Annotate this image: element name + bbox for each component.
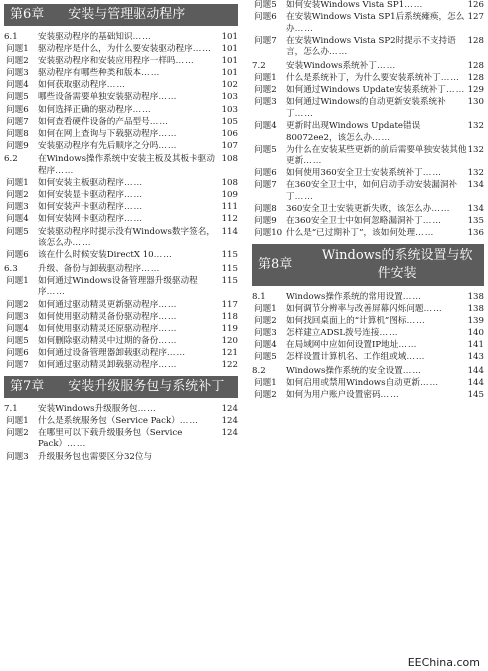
entry-number: 问题1 — [6, 415, 29, 426]
page-number: 109 — [221, 190, 238, 201]
entry-number: 问题2 — [6, 56, 29, 67]
question-entry: 问题1 144 如何启用或禁用Windows自动更新…… — [254, 378, 484, 389]
entry-number: 问题10 — [254, 228, 283, 239]
page-number: 101 — [221, 32, 238, 42]
entry-title: 如何通过驱动精灵更新驱动程序 — [38, 299, 159, 310]
entry-title: 如何通过Windows设备管理器升级驱动程序 — [38, 275, 198, 298]
question-entry: 问题2 145 如何为用户账户设置密码…… — [254, 390, 484, 401]
entry-number: 问题1 — [254, 378, 277, 389]
page-number: 145 — [467, 390, 484, 401]
page-number: 126 — [467, 0, 484, 10]
question-entry: 问题6 103 如何选择正确的驱动程序…… — [6, 104, 238, 115]
entry-number: 问题3 — [254, 97, 277, 108]
page-number: 144 — [467, 378, 484, 389]
page-number: 106 — [221, 128, 238, 139]
page-number: 140 — [467, 328, 484, 339]
page-number: 112 — [221, 214, 238, 225]
entry-number: 问题8 — [254, 204, 277, 215]
page-number: 115 — [221, 250, 238, 261]
question-entry: 问题1 124 什么是系统服务包（Service Pack）…… — [6, 415, 238, 426]
entry-title: 驱动程序是什么，为什么要安装驱动程序 — [38, 44, 193, 55]
toc-left-column — [4, 0, 238, 464]
entry-number: 问题1 — [6, 275, 29, 286]
entry-number: 问题4 — [6, 214, 29, 225]
question-entry: 问题5 132 为什么在安装某些更新的前后需要单独安装其他更新…… — [254, 144, 484, 167]
page-number: 101 — [221, 56, 238, 67]
page-number: 124 — [221, 427, 238, 438]
entry-title: 怎样设置计算机名、工作组或域 — [286, 352, 407, 363]
page-number: 128 — [467, 73, 484, 84]
entry-number: 问题3 — [6, 202, 29, 213]
page-number: 134 — [467, 204, 484, 215]
question-entry: 问题5 126 如何安装Windows Vista SP1…… — [254, 0, 484, 10]
section-entry: 8.1 138 Windows操作系统的常用设置…… — [252, 291, 484, 302]
entry-title: 怎样建立ADSL拨号连接 — [286, 328, 380, 339]
entry-title: 安装Windows升级服务包 — [38, 403, 138, 414]
entry-title: 什么是“已过期补丁”，该如何处理 — [286, 228, 416, 239]
entry-number: 问题7 — [6, 360, 29, 371]
section-entry: 6.3 115 升级、备份与卸载驱动程序…… — [4, 263, 238, 274]
entry-number: 问题5 — [6, 226, 29, 237]
section-entry: 6.2 108 在Windows操作系统中安装主板及其板卡驱动程序…… — [4, 154, 238, 177]
question-entry: 问题7 105 如何查看硬件设备的产品型号…… — [6, 116, 238, 127]
entry-number: 问题3 — [6, 68, 29, 79]
entry-title: 如何使用驱动精灵还原驱动程序 — [38, 323, 159, 334]
question-entry — [4, 452, 238, 464]
page-number: 102 — [221, 80, 238, 91]
question-entry: 问题5 120 如何删除驱动精灵中过期的备份…… — [6, 335, 238, 346]
question-entry: 问题1 101 驱动程序是什么，为什么要安装驱动程序…… — [6, 44, 238, 55]
entry-title: 如何在网上查询与下载驱动程序 — [38, 128, 159, 139]
page-number: 134 — [467, 180, 484, 191]
entry-title: 360安全卫士安装更新失败，该怎么办 — [286, 204, 432, 215]
question-entry: 问题5 114 安装驱动程序时提示没有Windows数字签名，该怎么办…… — [6, 226, 238, 249]
question-entry: 问题2 129 如何通过Windows Update安装系统补丁…… — [254, 85, 484, 96]
entry-number: 问题6 — [6, 104, 29, 115]
entry-number: 问题1 — [6, 44, 29, 55]
question-entry: 问题1 108 如何安装主板驱动程序…… — [6, 178, 238, 189]
chapter-title: 安装与管理驱动程序 — [68, 7, 186, 22]
question-entry: 问题4 141 在局域网中应如何设置IP地址…… — [254, 340, 484, 351]
question-entry: 问题9 107 安装驱动程序有先后顺序之分吗…… — [6, 140, 238, 151]
question-entry: 问题3 140 怎样建立ADSL拨号连接…… — [254, 328, 484, 339]
entry-title: 如何调节分辨率与改善屏幕闪烁问题 — [286, 303, 424, 314]
page-number: 138 — [467, 303, 484, 314]
entry-title: 如何查看硬件设备的产品型号 — [38, 116, 150, 127]
entry-number: 问题4 — [6, 80, 29, 91]
chapter-heading — [4, 4, 238, 26]
page-number: 124 — [221, 403, 238, 414]
entry-number: 问题4 — [6, 323, 29, 334]
entry-number: 问题5 — [254, 352, 277, 363]
page-number: 115 — [221, 275, 238, 286]
question-entry: 问题1 128 什么是系统补丁，为什么要安装系统补丁…… — [254, 73, 484, 84]
entry-number: 问题2 — [6, 427, 29, 438]
question-entry: 问题5 143 怎样设置计算机名、工作组或域…… — [254, 352, 484, 363]
entry-title: 如何删除驱动精灵中过期的备份 — [38, 335, 159, 346]
page-number: 111 — [221, 202, 238, 213]
chapter-heading — [252, 244, 484, 286]
entry-title: 在局域网中应如何设置IP地址 — [286, 340, 399, 351]
chapter-number: 第6章 — [10, 7, 45, 22]
toc-right-column — [252, 0, 484, 402]
entry-number: 6.3 — [4, 263, 18, 274]
entry-title: 如何通过Windows Update安装系统补丁 — [286, 85, 446, 96]
page-number: 129 — [467, 85, 484, 96]
entry-title: 安装驱动程序和安装应用程序一样吗 — [38, 56, 176, 67]
entry-number: 问题8 — [6, 128, 29, 139]
entry-title: 在安装Windows Vista SP1后系统瘫痪，怎么办 — [286, 12, 465, 34]
entry-title: 如何安装显卡驱动程序 — [38, 190, 124, 201]
section-entry: 7.1 124 安装Windows升级服务包…… — [4, 403, 238, 414]
question-entry: 问题3 118 如何使用驱动精灵备份驱动程序…… — [6, 311, 238, 322]
entry-title: 在360安全卫士中如何忽略漏洞补丁 — [286, 216, 423, 227]
entry-number: 问题9 — [6, 140, 29, 151]
page-number: 132 — [467, 120, 484, 131]
chapter-heading — [4, 376, 238, 398]
question-entry: 问题8 106 如何在网上查询与下载驱动程序…… — [6, 128, 238, 139]
entry-title: 如何安装主板驱动程序 — [38, 178, 124, 189]
entry-title: 安装驱动程序时提示没有Windows数字签名，该怎么办 — [38, 226, 215, 249]
entry-number: 问题2 — [254, 85, 277, 96]
page-number: 103 — [221, 104, 238, 115]
section-entry: 8.2 144 Windows操作系统的安全设置…… — [252, 365, 484, 376]
question-entry: 问题3 111 如何安装声卡驱动程序…… — [6, 202, 238, 213]
entry-number: 问题9 — [254, 216, 277, 227]
entry-number: 问题7 — [6, 116, 29, 127]
entry-number: 8.2 — [252, 365, 266, 376]
question-entry: 问题6 121 如何通过设备管理器卸载驱动程序…… — [6, 347, 238, 358]
question-entry: 问题7 122 如何通过驱动精灵卸载驱动程序…… — [6, 360, 238, 371]
entry-number: 问题5 — [6, 92, 29, 103]
entry-title: 什么是系统服务包（Service Pack） — [38, 415, 180, 426]
entry-title: 驱动程序有哪些种类和版本 — [38, 68, 142, 79]
entry-number: 问题6 — [254, 168, 277, 179]
page-number: 117 — [221, 299, 238, 310]
entry-title: 如何通过驱动精灵卸载驱动程序 — [38, 360, 159, 371]
entry-title: 如何使用驱动精灵备份驱动程序 — [38, 311, 159, 322]
section-entry: 7.2 128 安装Windows系统补丁…… — [252, 60, 484, 71]
entry-number: 问题1 — [254, 303, 277, 314]
entry-title: 在哪里可以下载升级服务包（Service Pack） — [38, 427, 183, 450]
entry-number: 6.2 — [4, 154, 18, 165]
section-entry: 6.1 101 安装驱动程序的基础知识…… — [4, 32, 238, 42]
page-number: 119 — [221, 323, 238, 334]
entry-number: 问题6 — [254, 12, 277, 23]
entry-number: 问题3 — [6, 451, 29, 462]
watermark: EEChina.com — [407, 656, 480, 669]
page-number: 132 — [467, 168, 484, 179]
question-entry: 问题2 117 如何通过驱动精灵更新驱动程序…… — [6, 299, 238, 310]
entry-number: 问题6 — [6, 250, 29, 261]
entry-title: 在360安全卫士中，如何启动手动安装漏洞补丁 — [286, 180, 458, 202]
page-number: 108 — [221, 154, 238, 165]
question-entry: 问题6 127 在安装Windows Vista SP1后系统瘫痪，怎么办…… — [254, 12, 484, 34]
question-entry: 问题4 119 如何使用驱动精灵还原驱动程序…… — [6, 323, 238, 334]
question-entry: 问题4 112 如何安装网卡驱动程序…… — [6, 214, 238, 225]
page-number: 144 — [467, 365, 484, 376]
page-number: 103 — [221, 92, 238, 103]
entry-title: 如何选择正确的驱动程序 — [38, 104, 133, 115]
question-entry: 问题9 135 在360安全卫士中如何忽略漏洞补丁…… — [254, 216, 484, 227]
page-number: 105 — [221, 116, 238, 127]
question-entry: 问题2 124 在哪里可以下载升级服务包（Service Pack）…… — [6, 427, 238, 450]
entry-title: 安装驱动程序的基础知识 — [38, 32, 133, 42]
entry-number: 问题4 — [254, 340, 277, 351]
entry-number: 6.1 — [4, 32, 18, 42]
entry-number: 问题7 — [254, 35, 277, 46]
page-number: 118 — [221, 311, 238, 322]
question-entry: 问题5 103 哪些设备需要单独安装驱动程序…… — [6, 92, 238, 103]
entry-title: 在安装Windows Vista SP2时提示不支持语言，怎么办 — [286, 35, 456, 58]
question-entry: 问题2 109 如何安装显卡驱动程序…… — [6, 190, 238, 201]
question-entry: 问题3 101 驱动程序有哪些种类和版本…… — [6, 68, 238, 79]
page-number: 122 — [221, 360, 238, 371]
question-entry: 问题6 115 该在什么时候安装DirectX 10…… — [6, 250, 238, 261]
question-entry: 问题2 101 安装驱动程序和安装应用程序一样吗…… — [6, 56, 238, 67]
page-number: 124 — [221, 415, 238, 426]
chapter-number: 第7章 — [10, 378, 45, 394]
entry-number: 问题2 — [254, 316, 277, 327]
chapter-title: 安装升级服务包与系统补丁 — [68, 378, 225, 394]
entry-number: 问题7 — [254, 180, 277, 191]
entry-title: 该在什么时候安装DirectX 10 — [38, 250, 154, 261]
entry-title: 更新时出现Windows Update错误80072ee2，该怎么办 — [286, 120, 421, 143]
question-entry: 问题10 136 什么是“已过期补丁”，该如何处理…… — [254, 228, 484, 239]
page-number: 139 — [467, 316, 484, 327]
entry-title: 安装Windows系统补丁 — [286, 60, 377, 71]
entry-number: 问题1 — [254, 73, 277, 84]
entry-title: 如何通过设备管理器卸载驱动程序 — [38, 347, 167, 358]
page-number: 114 — [221, 226, 238, 237]
entry-number: 7.2 — [252, 60, 266, 71]
entry-number: 问题2 — [6, 190, 29, 201]
chapter-title: Windows的系统设置与软件安装 — [321, 247, 473, 281]
entry-title: 如何找回桌面上的“计算机”图标 — [286, 316, 407, 327]
page-number: 121 — [221, 347, 238, 358]
page-number: 141 — [467, 340, 484, 351]
page-number: 115 — [221, 263, 238, 274]
page-number: 101 — [221, 68, 238, 79]
entry-number: 问题3 — [254, 328, 277, 339]
page-number: 120 — [221, 335, 238, 346]
question-entry: 问题8 134 360安全卫士安装更新失败，该怎么办…… — [254, 204, 484, 215]
entry-number: 问题6 — [6, 347, 29, 358]
entry-title: 哪些设备需要单独安装驱动程序 — [38, 92, 159, 103]
page-number: 128 — [467, 35, 484, 46]
entry-number: 问题4 — [254, 120, 277, 131]
entry-title: Windows操作系统的安全设置 — [286, 365, 403, 376]
entry-title: 在Windows操作系统中安装主板及其板卡驱动程序 — [38, 154, 215, 177]
question-entry: 问题4 102 如何获取驱动程序…… — [6, 80, 238, 91]
entry-title: 安装驱动程序有先后顺序之分吗 — [38, 140, 159, 151]
page-number: 138 — [467, 291, 484, 302]
entry-title: 如何获取驱动程序 — [38, 80, 107, 91]
entry-title: 如何安装Windows Vista SP1 — [286, 0, 405, 10]
entry-number: 问题5 — [254, 144, 277, 155]
question-entry: 问题3 130 如何通过Windows的自动更新安装系统补丁…… — [254, 97, 484, 119]
entry-title: 升级服务包也需要区分32位与 — [38, 451, 153, 462]
entry-title: Windows操作系统的常用设置 — [286, 291, 403, 302]
entry-number: 问题1 — [6, 178, 29, 189]
page-number: 101 — [221, 44, 238, 55]
question-entry: 问题2 139 如何找回桌面上的“计算机”图标…… — [254, 316, 484, 327]
entry-number: 8.1 — [252, 291, 266, 302]
page-number: 108 — [221, 178, 238, 189]
page-number: 127 — [467, 12, 484, 23]
entry-number: 问题3 — [6, 311, 29, 322]
page-number: 132 — [467, 144, 484, 155]
question-entry: 问题7 128 在安装Windows Vista SP2时提示不支持语言，怎么办…… — [254, 35, 484, 58]
question-entry: 问题1 138 如何调节分辨率与改善屏幕闪烁问题…… — [254, 303, 484, 314]
entry-title: 如何安装声卡驱动程序 — [38, 202, 124, 213]
chapter-number: 第8章 — [258, 256, 293, 272]
entry-number: 问题5 — [6, 335, 29, 346]
page-number: 128 — [467, 60, 484, 71]
question-entry: 问题1 115 如何通过Windows设备管理器升级驱动程序…… — [6, 275, 238, 298]
page-number: 130 — [467, 97, 484, 108]
entry-number: 7.1 — [4, 403, 18, 414]
page-number: 143 — [467, 352, 484, 363]
entry-number: 问题2 — [6, 299, 29, 310]
question-entry: 问题6 132 如何使用360安全卫士安装系统补丁…… — [254, 168, 484, 179]
entry-number: 问题2 — [254, 390, 277, 401]
page-number: 135 — [467, 216, 484, 227]
entry-title: 如何安装网卡驱动程序 — [38, 214, 124, 225]
entry-number: 问题5 — [254, 0, 277, 10]
page-number: 136 — [467, 228, 484, 239]
entry-title: 升级、备份与卸载驱动程序 — [38, 263, 142, 274]
entry-title: 如何为用户账户设置密码 — [286, 390, 381, 401]
entry-title: 什么是系统补丁，为什么要安装系统补丁 — [286, 73, 441, 84]
entry-title: 为什么在安装某些更新的前后需要单独安装其他更新 — [286, 144, 467, 167]
page-number: 107 — [221, 140, 238, 151]
question-entry: 问题4 132 更新时出现Windows Update错误80072ee2，该怎么办…… — [254, 120, 484, 143]
entry-title: 如何启用或禁用Windows自动更新 — [286, 378, 420, 389]
entry-title: 如何使用360安全卫士安装系统补丁 — [286, 168, 423, 179]
question-entry: 问题7 134 在360安全卫士中，如何启动手动安装漏洞补丁…… — [254, 180, 484, 202]
entry-title: 如何通过Windows的自动更新安装系统补丁 — [286, 97, 446, 119]
